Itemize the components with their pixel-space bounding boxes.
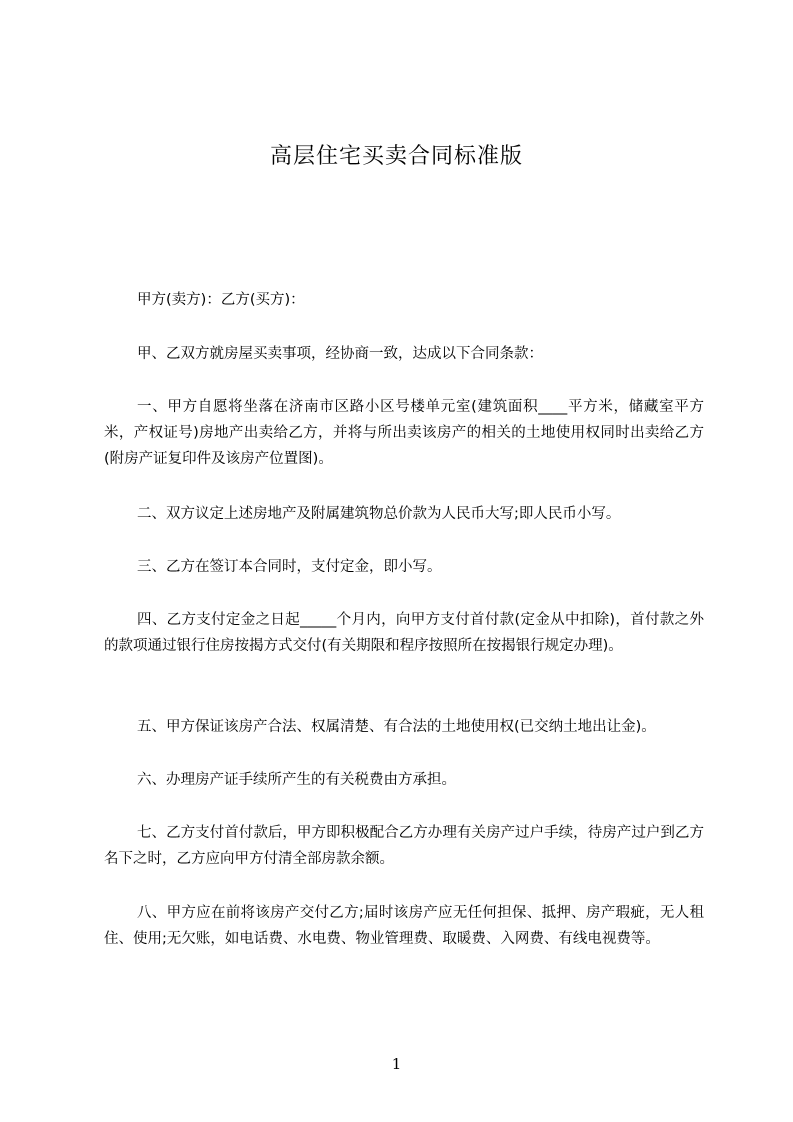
clause-1-paragraph: 一、甲方自愿将坐落在济南市区路小区号楼单元室(建筑面积____平方米，储藏室平方米，产权证号)房地产出卖给乙方，并将与所出卖该房产的相关的土地使用权同时出卖给乙方(附房产证复印件及该房产位置图)。 (104, 399, 704, 467)
clause-2-paragraph: 二、双方议定上述房地产及附属建筑物总价款为人民币大写;即人民币小写。 (137, 506, 621, 522)
preamble-paragraph: 甲、乙双方就房屋买卖事项，经协商一致，达成以下合同条款： (137, 346, 543, 362)
clause-5-paragraph: 五、甲方保证该房产合法、权属清楚、有合法的土地使用权(已交纳土地出让金)。 (137, 719, 656, 735)
document-title: 高层住宅买卖合同标准版 (269, 144, 523, 169)
page-number: 1 (391, 1055, 402, 1073)
clause-6-paragraph: 六、办理房产证手续所产生的有关税费由方承担。 (137, 772, 456, 788)
clause-4-paragraph: 四、乙方支付定金之日起_____个月内，向甲方支付首付款(定金从中扣除)，首付款之外的款项通过银行住房按揭方式交付(有关期限和程序按照所在按揭银行规定办理)。 (104, 612, 704, 654)
clause-3-paragraph: 三、乙方在签订本合同时，支付定金，即小写。 (137, 559, 442, 575)
clause-8-paragraph: 八、甲方应在前将该房产交付乙方;届时该房产应无任何担保、抵押、房产瑕疵，无人租住、使用;无欠账，如电话费、水电费、物业管理费、取暖费、入网费、有线电视费等。 (104, 905, 704, 947)
clause-7-paragraph: 七、乙方支付首付款后，甲方即积极配合乙方办理有关房产过户手续，待房产过户到乙方名下之时，乙方应向甲方付清全部房款余额。 (104, 825, 704, 867)
parties-line: 甲方(卖方)：乙方(买方)： (137, 292, 305, 308)
